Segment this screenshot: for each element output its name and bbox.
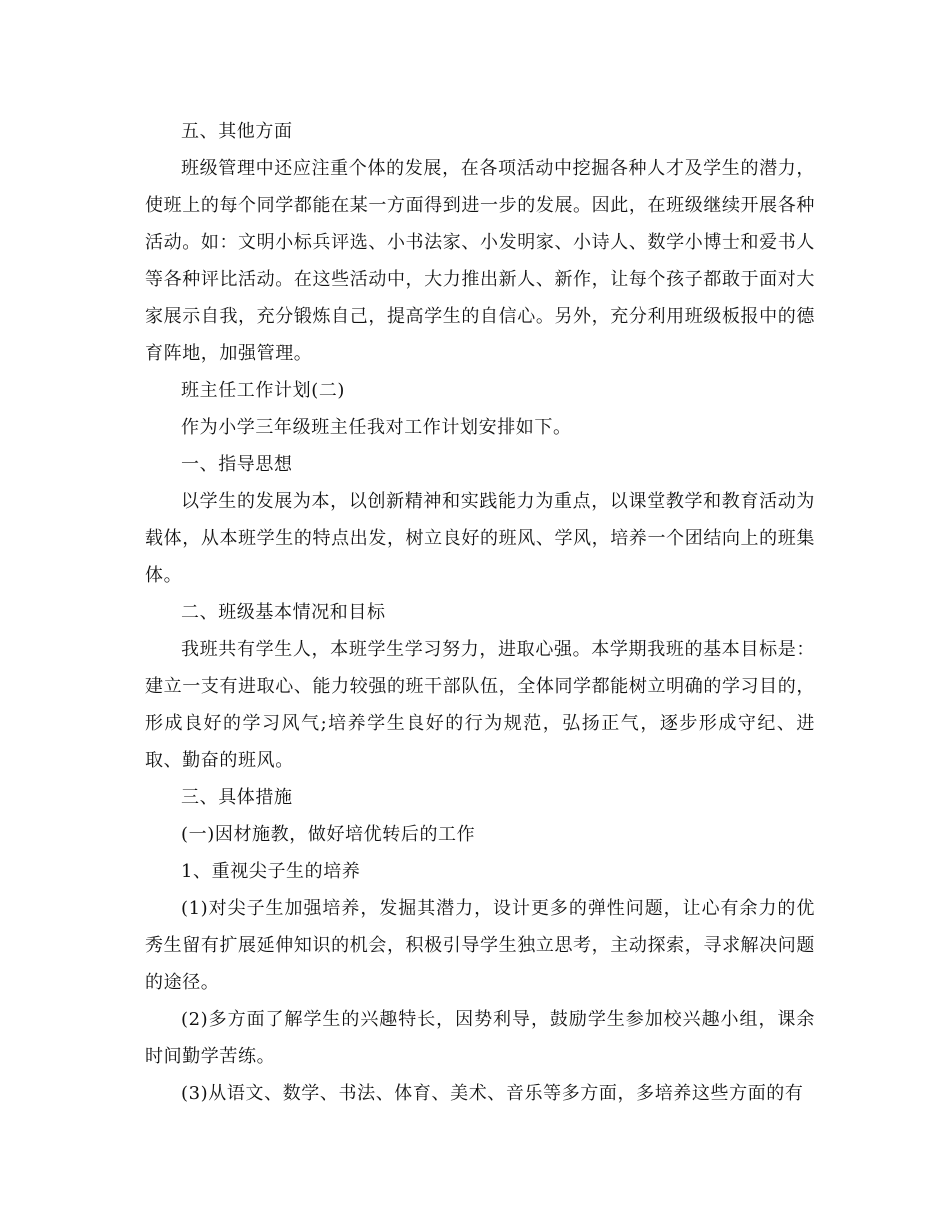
heading-plan-two: 班主任工作计划(二) [181, 380, 346, 401]
list-item-3: (3)从语文、数学、书法、体育、美术、音乐等多方面，多培养这些方面的有 [181, 1083, 804, 1104]
subheading-tailored-teaching: (一)因材施教，做好培优转后的工作 [181, 824, 476, 845]
paragraph-plan-intro: 作为小学三年级班主任我对工作计划安排如下。 [181, 417, 572, 438]
list-item-2: (2)多方面了解学生的兴趣特长，因势利导，鼓励学生参加校兴趣小组，课余时间勤学苦练。 [145, 1009, 815, 1067]
heading-other-aspects: 五、其他方面 [181, 121, 293, 142]
subheading-top-students: 1、重视尖子生的培养 [181, 861, 361, 882]
heading-guiding-ideology: 一、指导思想 [181, 454, 293, 475]
heading-class-situation: 二、班级基本情况和目标 [181, 602, 386, 623]
heading-specific-measures: 三、具体措施 [181, 787, 293, 808]
paragraph-class-situation: 我班共有学生人，本班学生学习努力，进取心强。本学期我班的基本目标是：建立一支有进取心、能力较强的班干部队伍，全体同学都能树立明确的学习目的，形成良好的学习风气;培养学生良好的行为规范，弘扬正气，逐步形成守纪、进取、勤奋的班风。 [145, 639, 815, 771]
document-body [145, 113, 815, 1112]
list-item-1: (1)对尖子生加强培养，发掘其潜力，设计更多的弹性问题，让心有余力的优秀生留有扩展延伸知识的机会，积极引导学生独立思考，主动探索，寻求解决问题的途径。 [145, 898, 815, 993]
paragraph-individual-development: 班级管理中还应注重个体的发展，在各项活动中挖掘各种人才及学生的潜力，使班上的每个同学都能在某一方面得到进一步的发展。因此，在班级继续开展各种活动。如：文明小标兵评选、小书法家、小发明家、小诗人、数学小博士和爱书人等各种评比活动。在这些活动中，大力推出新人、新作，让每个孩子都敢于面对大家展示自我，充分锻炼自己，提高学生的自信心。另外，充分利用班级板报中的德育阵地，加强管理。 [145, 158, 815, 364]
paragraph-guiding-ideology: 以学生的发展为本，以创新精神和实践能力为重点，以课堂教学和教育活动为载体，从本班学生的特点出发，树立良好的班风、学风，培养一个团结向上的班集体。 [145, 491, 815, 586]
